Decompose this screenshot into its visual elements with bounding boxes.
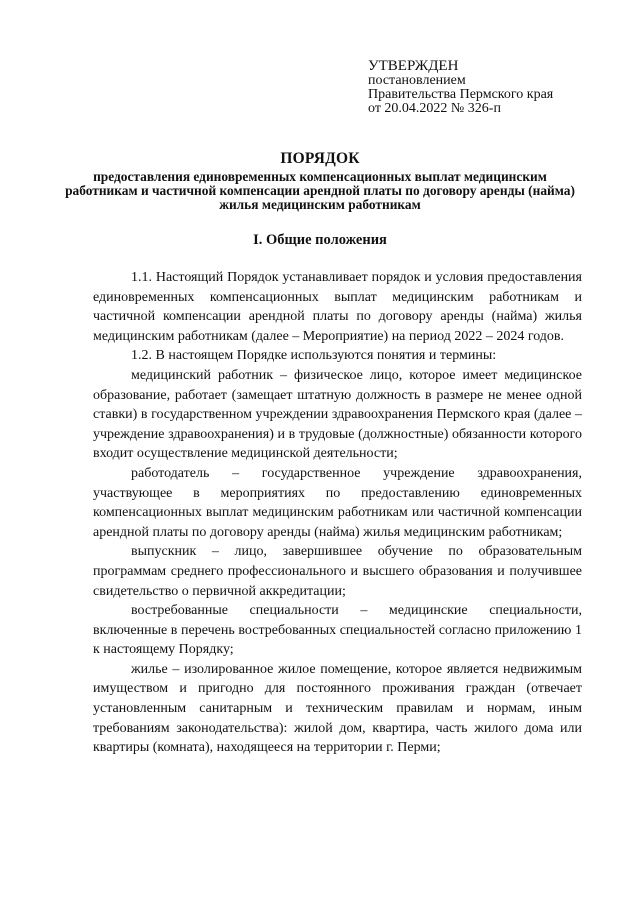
paragraph-1-2: 1.2. В настоящем Порядке используются понятия и термины: [131, 348, 497, 364]
document-subtitle: предоставления единовременных компенсационных выплат медицинским работникам и частичной компенсации арендной платы по договору аренды (найма) жилья медицинским работникам [65, 169, 575, 212]
definition-housing: жилье – изолированное жилое помещение, которое является недвижимым имуществом и пригодно для постоянного проживания граждан (отвечает установленным санитарным и техническим правилам и нормам, иным требованиям законодательства): жилой дом, квартира, часть жилого дома или квартиры (комната), находящееся на территории г. Перми; [93, 661, 582, 756]
definition-demanded-specialties: востребованные специальности – медицинские специальности, включенные в перечень востребованных специальностей согласно приложению 1 к настоящему Порядку; [93, 603, 582, 658]
definition-medical-worker: медицинский работник – физическое лицо, которое имеет медицинское образование, работает (замещает штатную должность в размере не менее одной ставки) в государственном учреждении здравоохранения Пермского края (далее – учреждение здравоохранения) и в трудовые (должностные) обязанности которого входит осуществление медицинской деятельности; [93, 367, 582, 462]
definition-employer: работодатель – государственное учреждение здравоохранения, участвующее в мероприятиях по предоставлению единовременных компенсационных выплат медицинским работникам или частичной компенсации арендной платы по договору аренды (найма) жилья медицинским работникам; [93, 465, 582, 540]
definition-graduate: выпускник – лицо, завершившее обучение по образовательным программам среднего профессионального и высшего образования и получившее свидетельство о первичной аккредитации; [93, 544, 582, 599]
section-heading: I. Общие положения [253, 232, 387, 248]
document-title: ПОРЯДОК [280, 150, 360, 167]
approved-line-2: Правительства Пермского края [368, 87, 554, 102]
approved-line-3: от 20.04.2022 № 326-п [368, 101, 501, 116]
document-body [93, 268, 582, 758]
approved-line-1: постановлением [368, 73, 466, 88]
approved-title: УТВЕРЖДЕН [368, 58, 459, 74]
approval-stamp [368, 58, 553, 116]
paragraph-1-1: 1.1. Настоящий Порядок устанавливает порядок и условия предоставления единовременных компенсационных выплат медицинским работникам и частичной компенсации арендной платы по договору аренды (найма) жилья медицинским работникам (далее – Мероприятие) на период 2022 – 2024 годов. [93, 270, 582, 344]
